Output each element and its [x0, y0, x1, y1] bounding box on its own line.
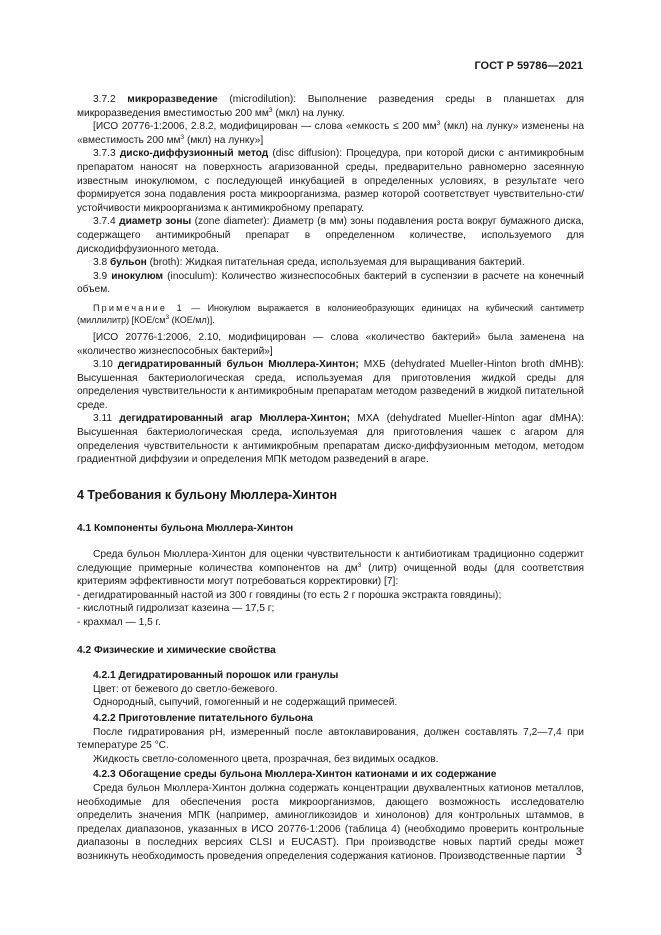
section-4-2-3-body: Среда бульон Мюллера-Хинтон должна содержать концентрации двухвалентных катионов металлов, необходимые для обеспечения роста микроорганизмов, дающего возможность исследователю определить значения МПК (например, аминогликозидов и хинолонов) для контрольных штаммов, в пределах диапазонов, указанных в ИСО 20776-1:2006 (таблица 4) (необходимо проверить контрольные диапазоны в последних версиях CLSI и EUCAST). При производстве новых партий среды может возникнуть необходимость проведения определения содержания катионов. Производственные партии: [77, 782, 584, 862]
term-name: дегидратированный бульон Мюллера-Хинтон;: [117, 359, 359, 371]
page-content: [77, 93, 584, 864]
list-item: - кислотный гидролизат казеина — 17,5 г;: [77, 603, 275, 615]
term-name: бульон: [110, 257, 147, 269]
page-number: 3: [575, 846, 582, 858]
section-4-title: 4 Требования к бульону Мюллера-Хинтон: [77, 487, 338, 502]
section-4-2-2-title: 4.2.2 Приготовление питательного бульона: [93, 712, 313, 724]
term-3-7-3: 3.7.3 диско-диффузионный метод (disc diffusion): Процедура, при которой диски с антимикробным препаратом наносят на поверхность агаризованной среды, предварительно равномерно засеянную известным инокулюмом, с последующей инкубацией в определенных условиях, в результате чего формируется зона подавления роста микроорганизма, размер которой соответствует чувствительно-сти/устойчивости микроорганизма к антимикробному препарату.: [77, 148, 584, 214]
term-3-8: 3.8 бульон (broth): Жидкая питательная среда, используемая для выращивания бактерий.: [93, 257, 525, 269]
term-3-11: 3.11 дегидратированный агар Мюллера-Хинтон; МХА (dehydrated Mueller-Hinton agar dMHA): Высушенная бактериологическая среда, используемая для приготовления чашек с агаром для определения чувствительности к антимикробным препаратам диско-диффузионным методом, методом градиентной диффузии и определения МПК методом разведений в агаре.: [77, 413, 584, 466]
term-3-10: 3.10 дегидратированный бульон Мюллера-Хинтон; МХБ (dehydrated Mueller-Hinton broth dMHB): Высушенная бактериологическая среда, используемая для приготовления жидкой среды для определения чувствительности к антимикробным препаратам методом разведений в жидкой питательной среде.: [77, 359, 584, 411]
list-item: - крахмал — 1,5 г.: [77, 617, 161, 628]
list-item: - дегидратированный настой из 300 г говядины (то есть 2 г порошка экстракта говядины);: [77, 589, 502, 601]
term-3-7-2-source: [ИСО 20776-1:2006, 2.8.2, модифицирован — слова «емкость ≤ 200 $мм^3$ (мкл) на лунку» изменены на «вместимость 200 $мм^3$ (мкл) на лунку»]: [77, 120, 584, 146]
section-4-1-body: Среда бульон Мюллера-Хинтон для оценки чувствительности к антибиотикам традиционно содержит следующие примерные количества компонентов на $дм^3$ (литр) очищенной воды (для соответствия критериям эффективности могут потребоваться корректировки) [7]:: [77, 549, 584, 588]
form-text: Однородный, сыпучий, гомогенный и не содержащий примесей.: [93, 697, 398, 709]
color-text: Цвет: от бежевого до светло-бежевого.: [93, 683, 278, 695]
iso-source-2-10: [ИСО 20776-1:2006, 2.10, модифицирован — слова «количество бактерий» была заменена на «количество жизнеспособных бактерий»]: [77, 331, 584, 357]
ph-text: После гидратирования рН, измеренный после автоклавирования, должен составлять 7,2—7,4 при температуре 25 °С.: [77, 726, 584, 752]
section-4-1-title: 4.1 Компоненты бульона Мюллера-Хинтон: [77, 523, 294, 535]
section-4-2-3-title: 4.2.3 Обогащение среды бульона Мюллера-Хинтон катионами и их содержание: [93, 769, 497, 781]
term-name: микроразведение: [127, 94, 218, 105]
term-name: инокулюм: [111, 270, 164, 282]
term-3-9: 3.9 инокулюм (inoculum): Количество жизнеспособных бактерий в суспензии в расчете на конечный объем.: [77, 270, 584, 296]
term-name: диско-диффузионный метод: [119, 148, 269, 160]
liquid-text: Жидкость светло-соломенного цвета, прозрачная, без видимых осадков.: [93, 753, 439, 765]
section-4-2-title: 4.2 Физические и химические свойства: [77, 644, 276, 656]
term-3-7-4: 3.7.4 диаметр зоны (zone diameter): Диаметр (в мм) зоны подавления роста вокруг бумажного диска, содержащего антимикробный препарат в определенном количестве, используемого для дискодиффузионного метода.: [77, 216, 584, 255]
note-1: Примечание 1 — Инокулюм выражается в колониеобразующих единицах на кубический сантиметр (миллилитр) [$КОЕ/см^3$ (КОЕ/мл)].: [77, 302, 584, 325]
section-4-2-1-title: 4.2.1 Дегидратированный порошок или гранулы: [93, 670, 339, 682]
document-id: ГОСТ Р 59786—2021: [474, 60, 583, 72]
term-3-7-2: 3.7.2 микроразведение (microdilution): Выполнение разведения среды в планшетах для микроразведения вместимостью 200 $мм^3$ (мкл) на лунку.: [77, 94, 584, 119]
term-name: дегидратированный агар Мюллера-Хинтон;: [119, 413, 350, 425]
term-name: диаметр зоны: [119, 216, 192, 228]
